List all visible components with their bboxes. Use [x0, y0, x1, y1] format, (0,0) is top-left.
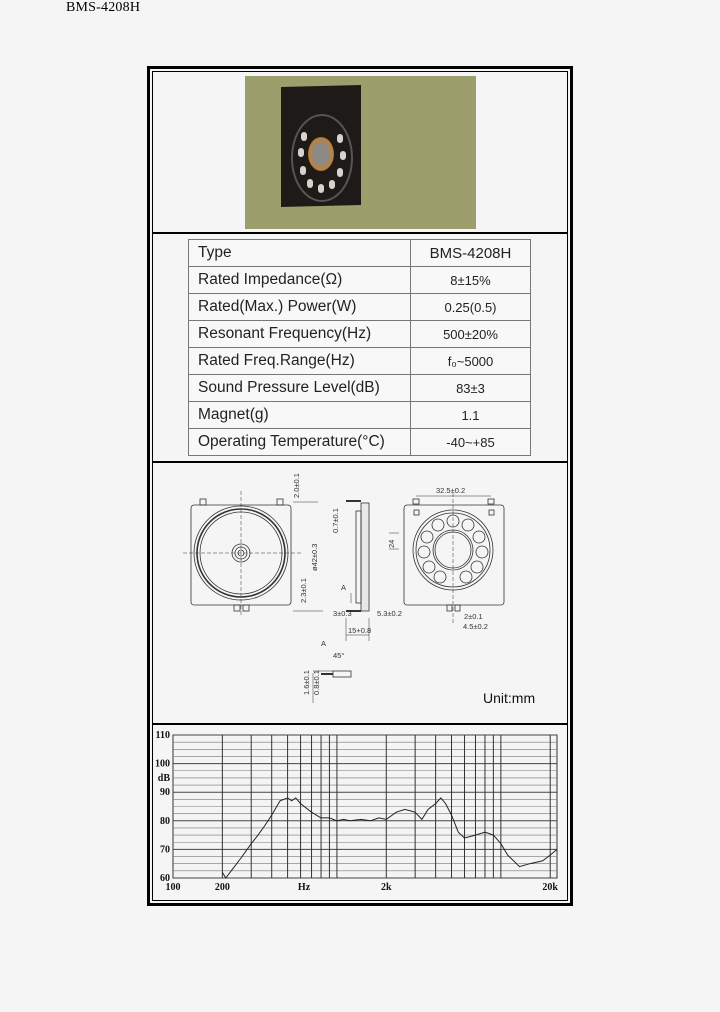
document-title: BMS-4208H — [66, 0, 141, 15]
spec-value: f₀~5000 — [411, 348, 531, 375]
spec-label: Type — [189, 240, 411, 267]
dim-width-back: 32.5±0.2 — [436, 486, 466, 495]
dimension-drawing-section — [153, 463, 567, 725]
svg-text:90: 90 — [160, 787, 170, 799]
speaker-hole — [337, 168, 343, 177]
dimension-drawing — [153, 463, 567, 723]
dim-angle: 45° — [333, 651, 345, 660]
dim-detail-h1: 1.6±0.1 — [302, 670, 311, 695]
spec-label: Magnet(g) — [189, 402, 411, 429]
svg-text:Hz: Hz — [297, 882, 311, 893]
spec-label: Sound Pressure Level(dB) — [189, 375, 411, 402]
spec-label: Rated Impedance(Ω) — [189, 267, 411, 294]
spec-section — [153, 234, 567, 463]
speaker-hole — [307, 179, 313, 188]
svg-text:80: 80 — [160, 815, 170, 827]
dim-pin-pitch: 4.5±0.2 — [463, 622, 488, 631]
dim-diameter: ø42±0.3 — [310, 543, 319, 571]
svg-text:200: 200 — [214, 882, 230, 893]
spec-row-resonant-frequency — [189, 321, 531, 348]
chart-x-axis-labels — [166, 882, 559, 893]
svg-text:60: 60 — [160, 873, 170, 884]
chart-y-axis-labels — [155, 730, 170, 884]
datasheet-frame — [147, 66, 573, 906]
svg-text:110: 110 — [155, 730, 170, 741]
speaker-hole — [337, 134, 343, 143]
speaker-photo — [245, 76, 476, 229]
dim-pin-width: 2±0.1 — [464, 612, 483, 621]
speaker-hole — [298, 148, 304, 157]
chart-grid — [173, 735, 557, 878]
spec-value: 8±15% — [411, 267, 531, 294]
svg-text:20k: 20k — [542, 882, 558, 893]
dim-lead-left: 3±0.3 — [333, 609, 352, 618]
dim-right-gap: 5.3±0.2 — [377, 609, 402, 618]
spec-label: Resonant Frequency(Hz) — [189, 321, 411, 348]
spec-value: BMS-4208H — [411, 240, 531, 267]
spec-value: 83±3 — [411, 375, 531, 402]
speaker-hole — [340, 151, 346, 160]
spec-row-impedance — [189, 267, 531, 294]
spec-row-type — [189, 240, 531, 267]
speaker-hole — [300, 166, 306, 175]
spec-row-magnet — [189, 402, 531, 429]
unit-label: Unit:mm — [483, 690, 536, 706]
dim-thickness-top: 0.7±0.1 — [331, 508, 340, 533]
spec-value: -40~+85 — [411, 429, 531, 456]
spec-label: Rated Freq.Range(Hz) — [189, 348, 411, 375]
spec-row-spl — [189, 375, 531, 402]
dim-detail-h2: 0.8±0.1 — [312, 670, 321, 695]
spec-value: 1.1 — [411, 402, 531, 429]
spec-label: Rated(Max.) Power(W) — [189, 294, 411, 321]
svg-text:70: 70 — [160, 844, 170, 856]
dim-detail-label: A — [321, 639, 327, 648]
frequency-response-section — [153, 725, 567, 900]
dim-side-a: A — [341, 583, 347, 592]
spec-value: 0.25(0.5) — [411, 294, 531, 321]
svg-text:100: 100 — [155, 758, 170, 770]
svg-text:dB: dB — [157, 772, 170, 784]
speaker-hole — [318, 184, 324, 193]
svg-text:2k: 2k — [381, 882, 392, 893]
spec-value: 500±20% — [411, 321, 531, 348]
dim-top-lead: 2.0±0.1 — [292, 473, 301, 498]
spec-row-power — [189, 294, 531, 321]
spec-table — [188, 239, 531, 456]
dim-bottom-lead: 2.3±0.1 — [299, 578, 308, 603]
datasheet-inner-frame — [152, 71, 568, 901]
dim-depth: 15+0.8 — [348, 626, 372, 635]
frequency-response-chart — [153, 725, 567, 900]
spec-row-freq-range — [189, 348, 531, 375]
svg-text:100: 100 — [165, 882, 181, 893]
spec-label: Operating Temperature(°C) — [189, 429, 411, 456]
speaker-hole — [329, 180, 335, 189]
speaker-dome — [308, 137, 334, 171]
photo-section — [153, 72, 567, 234]
dim-height-mark: 24 — [387, 539, 396, 548]
speaker-hole — [301, 132, 307, 141]
spec-row-temperature — [189, 429, 531, 456]
